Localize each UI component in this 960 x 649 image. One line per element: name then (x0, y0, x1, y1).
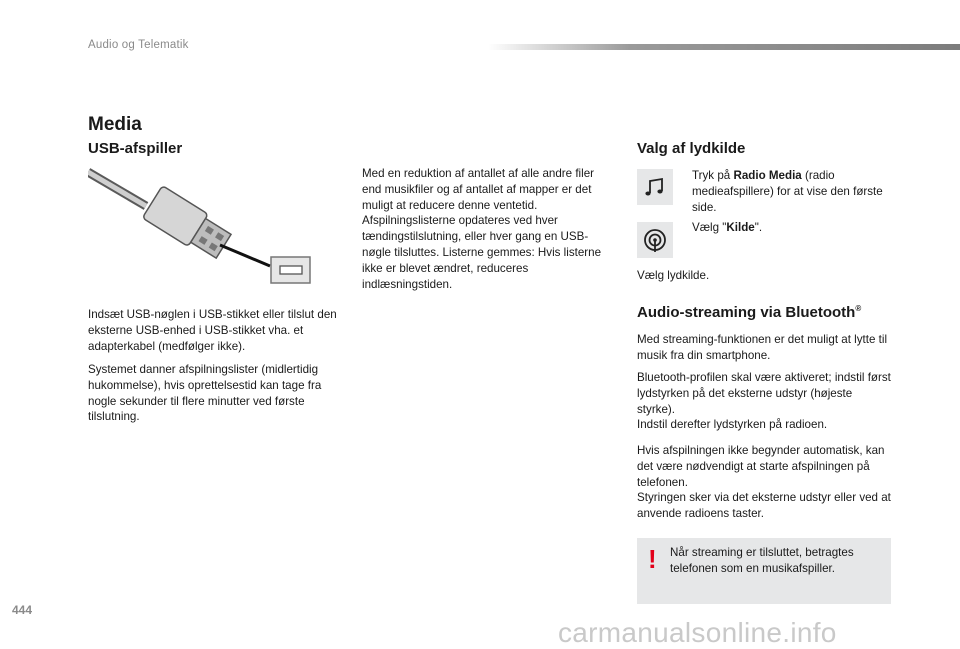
source-step-3: Vælg lydkilde. (637, 269, 710, 282)
usb-insert-text: Indsæt USB-nøglen i USB-stikket eller tilslut den eksterne USB-enhed i USB-stikket vha. et adapterkabel (medfølger ikke). (88, 308, 337, 353)
source-icon (637, 222, 673, 258)
warning-icon: ! (648, 544, 657, 574)
bluetooth-heading: Audio-streaming via Bluetooth® (637, 304, 862, 321)
bluetooth-text-1: Med streaming-funktionen er det muligt at lytte til musik fra din smartphone. (637, 333, 888, 362)
usb-playlist-text: Systemet danner afspilningslister (midlertidig hukommelse), hvis oprettelsestid kan tage fra nogle sekunder til flere minutter ved første tilslutning. (88, 363, 322, 424)
usb-plug-icon (88, 166, 314, 284)
radio-media-label: Radio Media (733, 169, 802, 182)
usb-heading: USB-afspiller (88, 140, 183, 157)
source-step-1: Tryk på Radio Media (radio medieafspillere) for at vise den første side. (692, 169, 883, 214)
usb-illustration (88, 166, 314, 284)
usb-reduction-text: Med en reduktion af antallet af alle andre filer end musikfiler og af antallet af mapper er det muligt at reducere denne ventetid. Afspilningslisterne opdateres ved hver tændingstilslutning, eller hver gang en USB-nøgle tilsluttes. Listerne gemmes: Hvis listerne ikke er blevet ændret, reduceres indlæsningstiden. (362, 167, 602, 291)
page-title: Media (88, 114, 142, 135)
watermark: carmanualsonline.info (558, 617, 837, 648)
page-number: 444 (12, 603, 33, 617)
header-bar (488, 44, 960, 50)
kilde-label: Kilde (726, 221, 755, 234)
bluetooth-text-3: Hvis afspilningen ikke begynder automatisk, kan det være nødvendigt at starte afspilningen på telefonen. Styringen sker via det eksterne udstyr eller ved at anvende radioens taster. (637, 444, 891, 521)
source-step-2: Vælg "Kilde". (692, 221, 763, 234)
streaming-note-box (637, 538, 891, 604)
header-section-title: Audio og Telematik (88, 39, 189, 51)
bluetooth-text-2: Bluetooth-profilen skal være aktiveret; indstil først lydstyrken på det eksterne udstyr (højeste styrke). Indstil derefter lydstyrken på radioen. (637, 371, 891, 432)
streaming-note-text: Når streaming er tilsluttet, betragtes telefonen som en musikafspiller. (670, 546, 854, 575)
source-heading: Valg af lydkilde (637, 140, 746, 157)
music-note-icon (637, 169, 673, 205)
